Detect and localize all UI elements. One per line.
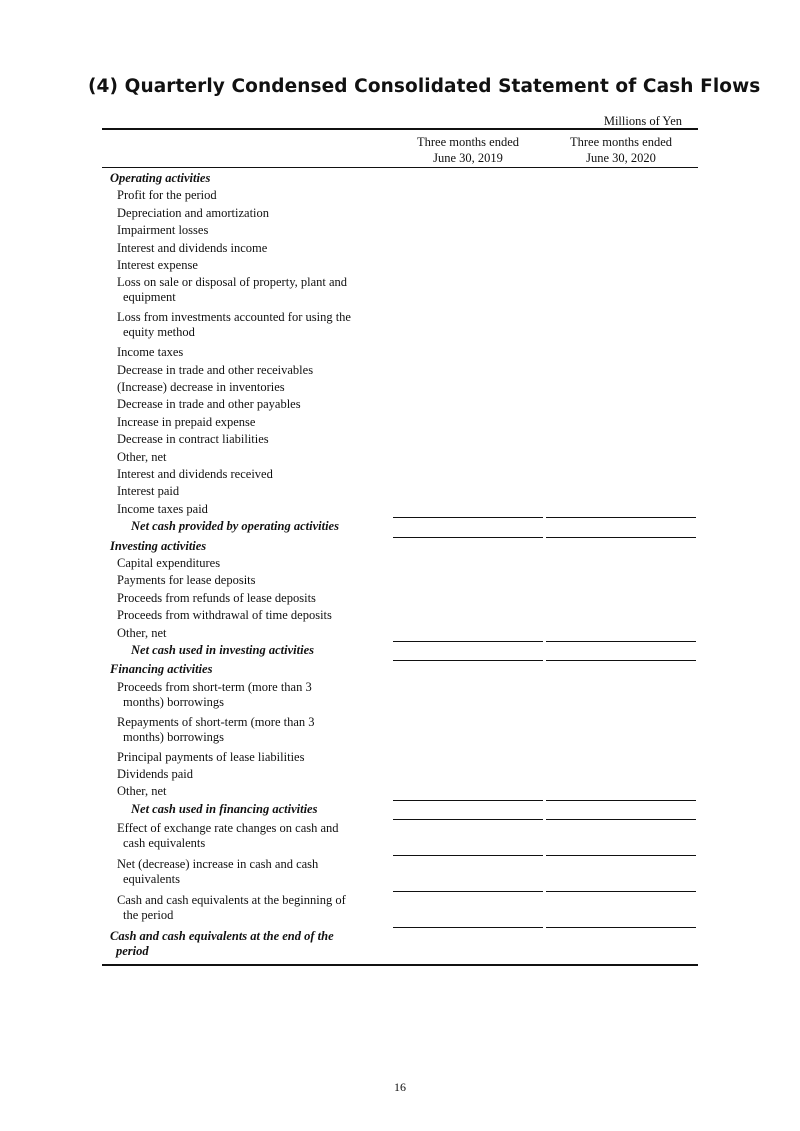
label-line: Investing activities: [110, 538, 207, 553]
line-item-label: [117, 767, 193, 782]
total-underline-2019: [393, 819, 543, 820]
label-line: Repayments of short-term (more than 3: [117, 714, 315, 729]
line-item-label: [117, 715, 315, 745]
unit-label: Millions of Yen: [603, 114, 682, 128]
line-item-label: [117, 784, 166, 799]
label-line: Net cash used in investing activities: [131, 643, 314, 657]
line-item-label: [117, 415, 255, 430]
label-line: Increase in prepaid expense: [117, 414, 256, 429]
line-item-label: [117, 591, 316, 606]
label-line: Interest and dividends income: [117, 240, 268, 255]
total-label: [131, 802, 317, 817]
column-header-2020-line1: Three months ended: [569, 135, 673, 149]
line-item-label: [117, 573, 256, 588]
total-underline-2020: [546, 660, 696, 661]
label-line: Payments for lease deposits: [117, 573, 256, 588]
label-line: Cash and cash equivalents at the beginning of: [117, 893, 346, 907]
total-underline-2019: [393, 537, 543, 538]
line-item-label: [117, 397, 301, 412]
header-top-rule: [102, 128, 698, 130]
label-line: Impairment losses: [117, 223, 209, 238]
line-item-label: [117, 502, 208, 517]
label-continuation: equipment: [123, 290, 176, 305]
row-rule-2020: [546, 891, 696, 892]
page-title: (4) Quarterly Condensed Consolidated Statement of Cash Flows: [88, 76, 761, 97]
total-underline-2020: [546, 537, 696, 538]
label-continuation: the period: [123, 908, 174, 922]
subtotal-rule-2020: [546, 800, 696, 801]
label-line: Proceeds from short-term (more than 3: [117, 679, 312, 694]
line-item-label: [117, 432, 269, 447]
label-line: Decrease in contract liabilities: [117, 432, 269, 447]
label-line: Profit for the period: [117, 188, 217, 203]
section-heading: [110, 171, 210, 186]
label-line: Interest expense: [117, 258, 198, 272]
label-line: Capital expenditures: [117, 556, 221, 570]
label-line: Financing activities: [110, 662, 213, 677]
line-item-label: [117, 467, 273, 482]
row-rule-2020: [546, 927, 696, 928]
line-item-label: [117, 310, 351, 340]
label-continuation: period: [116, 943, 149, 958]
line-item-label: [117, 626, 166, 641]
label-line: (Increase) decrease in inventories: [117, 380, 285, 394]
line-item-label: [117, 275, 347, 305]
label-line: Other, net: [117, 625, 167, 640]
label-line: Proceeds from refunds of lease deposits: [117, 590, 316, 605]
label-line: Income taxes paid: [117, 501, 208, 516]
column-header-2019-line1: Three months ended: [416, 135, 520, 149]
label-line: Interest and dividends received: [117, 467, 273, 481]
label-line: Depreciation and amortization: [117, 205, 270, 220]
column-header-2020: [546, 134, 696, 166]
label-line: Cash and cash equivalents at the end of the: [110, 928, 334, 943]
label-line: Interest paid: [117, 484, 180, 499]
line-item-label: [117, 363, 313, 378]
total-underline-2020: [546, 819, 696, 820]
label-continuation: equivalents: [123, 872, 180, 887]
label-continuation: months) borrowings: [123, 729, 225, 744]
page-number: 16: [394, 1080, 406, 1094]
label-line: Effect of exchange rate changes on cash and: [117, 821, 339, 836]
line-item-label: [117, 556, 220, 571]
column-header-2020-line2: June 30, 2020: [586, 151, 656, 165]
label-line: Loss from investments accounted for using the: [117, 310, 351, 325]
line-item-label: [117, 206, 269, 221]
label-line: Decrease in trade and other receivables: [117, 362, 314, 377]
column-header-2019-line2: June 30, 2019: [433, 151, 503, 165]
label-line: Principal payments of lease liabilities: [117, 749, 305, 764]
row-rule-2020: [546, 855, 696, 856]
line-item-label: [117, 821, 339, 851]
label-line: Loss on sale or disposal of property, plant and: [117, 275, 348, 290]
label-line: Net cash provided by operating activities: [131, 519, 339, 534]
subtotal-rule-2019: [393, 517, 543, 518]
total-label: [110, 929, 334, 959]
total-label: [131, 519, 339, 534]
bottom-rule: [102, 964, 698, 966]
label-line: Dividends paid: [117, 767, 194, 781]
line-item-label: [117, 857, 318, 887]
column-header-2019: [393, 134, 543, 166]
subtotal-rule-2020: [546, 641, 696, 642]
label-line: Other, net: [117, 449, 167, 464]
row-rule-2019: [393, 927, 543, 928]
subtotal-rule-2020: [546, 517, 696, 518]
header-bottom-rule: [102, 167, 698, 168]
line-item-label: [117, 450, 166, 465]
label-line: Income taxes: [117, 345, 184, 360]
line-item-label: [117, 484, 179, 499]
line-item-label: [117, 241, 267, 256]
label-continuation: equity method: [123, 325, 195, 340]
label-line: Net (decrease) increase in cash and cash: [117, 857, 319, 872]
line-item-label: [117, 188, 217, 203]
label-line: Net cash used in financing activities: [131, 801, 318, 816]
line-item-label: [117, 258, 198, 273]
line-item-label: [117, 680, 312, 710]
row-rule-2019: [393, 855, 543, 856]
section-heading: [110, 662, 212, 677]
line-item-label: [117, 608, 332, 623]
label-line: Decrease in trade and other payables: [117, 397, 301, 412]
line-item-label: [117, 223, 208, 238]
line-item-label: [117, 345, 183, 360]
line-item-label: [117, 380, 285, 395]
line-item-label: [117, 750, 304, 765]
label-continuation: months) borrowings: [123, 694, 225, 709]
subtotal-rule-2019: [393, 800, 543, 801]
label-line: Operating activities: [110, 171, 211, 185]
total-underline-2019: [393, 660, 543, 661]
line-item-label: [117, 893, 346, 923]
section-heading: [110, 539, 206, 554]
subtotal-rule-2019: [393, 641, 543, 642]
total-label: [131, 643, 314, 658]
row-rule-2019: [393, 891, 543, 892]
label-continuation: cash equivalents: [123, 836, 206, 851]
label-line: Other, net: [117, 784, 167, 799]
label-line: Proceeds from withdrawal of time deposits: [117, 608, 332, 623]
